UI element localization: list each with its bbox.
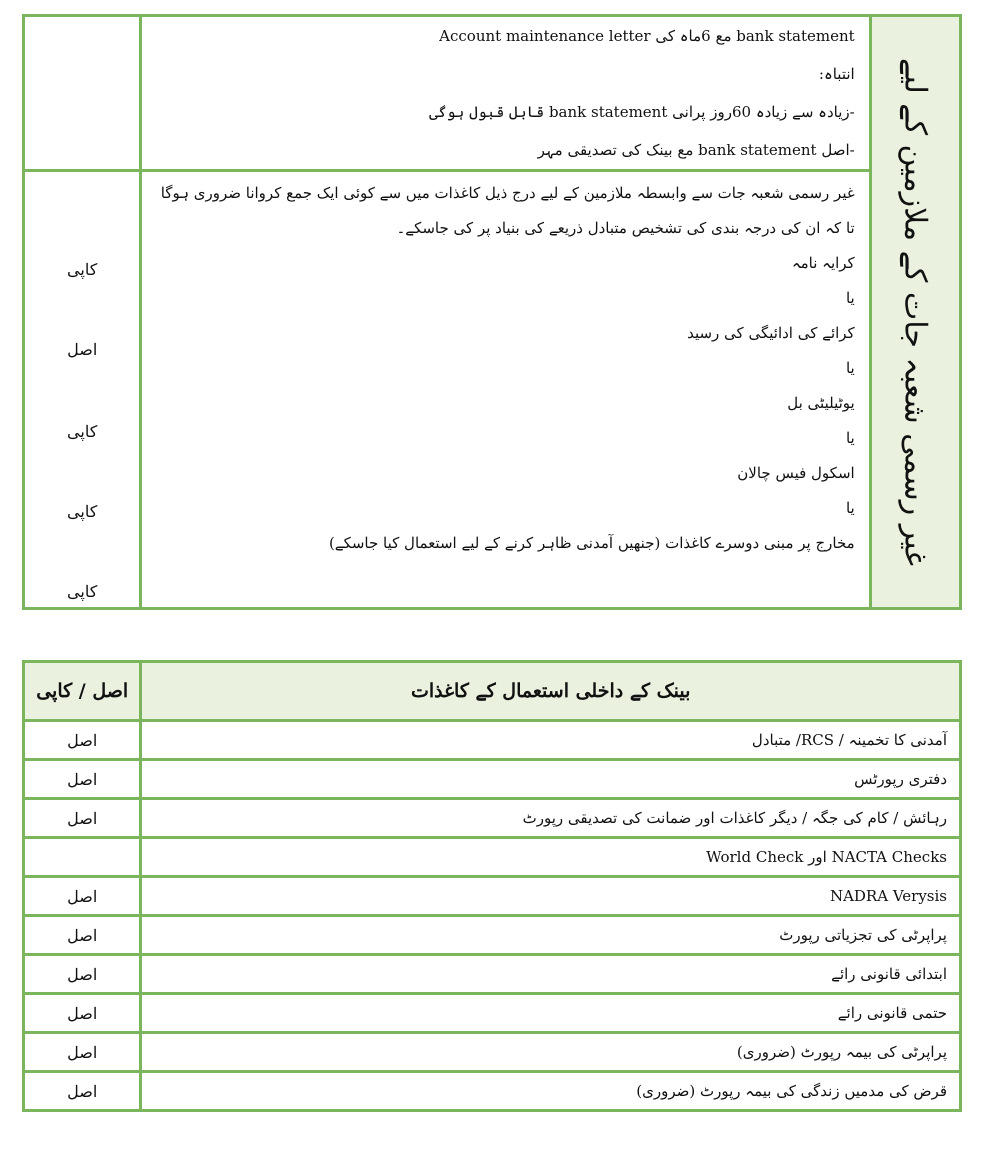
document-cell: NADRA Verysis [141,877,961,916]
table-row-informal-documents [24,171,961,609]
informal-sector-title: غیر رسمی شعبہ جات کے ملازمین کے لیے [897,57,933,567]
or-separator: یا [845,289,855,307]
table-row [24,877,961,916]
informal-documents-cell [141,171,870,609]
warning-max-age: -زیادہ سے زیادہ 60روز پرانی bank statement قابل قبول ہوگی [429,103,855,121]
table-row [24,916,961,955]
documents-table-informal-sector [22,14,962,610]
status-cell: اصل [24,1072,141,1111]
table-row [24,1072,961,1111]
status-utility-bill: کاپی [67,422,98,441]
table-row [24,760,961,799]
table-row [24,955,961,994]
status-rent-receipt: اصل [67,340,98,359]
document-cell: حتمی قانونی رائے [141,994,961,1033]
doc-rent-receipt: کرائے کی ادائیگی کی رسید [687,324,855,342]
status-cell [24,838,141,877]
document-cell: پراپرٹی کی بیمہ رپورٹ (ضروری) [141,1033,961,1072]
status-expense-docs: کاپی [67,582,98,601]
status-school-fee: کاپی [67,502,98,521]
table-row [24,838,961,877]
document-cell: قرض کی مدمیں زندگی کی بیمہ رپورٹ (ضروری) [141,1072,961,1111]
table-row [24,1033,961,1072]
or-separator: یا [845,499,855,517]
warning-bank-stamp: -اصل bank statement مع بینک کی تصدیقی مہر [537,141,855,159]
header-original-copy: اصل / کاپی [24,662,141,721]
warning-heading: انتباہ: [818,65,855,83]
bank-internal-documents-table [22,660,962,1112]
status-cell: اصل [24,799,141,838]
section-title-cell [870,16,960,609]
document-cell: پراپرٹی کی تجزیاتی رپورٹ [141,916,961,955]
status-column [24,171,141,609]
status-cell: اصل [24,955,141,994]
document-cell: NACTA Checks اور World Check [141,838,961,877]
doc-expense-papers: مخارج پر مبنی دوسرے کاغذات (جنھیں آمدنی ظاہر کرنے کے لیے استعمال کیا جاسکے) [328,534,855,552]
doc-rent-agreement: کرایہ نامہ [791,254,855,272]
status-cell: اصل [24,877,141,916]
table-row [24,799,961,838]
status-cell: اصل [24,760,141,799]
doc-school-fee-challan: اسکول فیس چالان [737,464,855,482]
or-separator: یا [845,429,855,447]
status-rent-agreement: کاپی [67,260,98,279]
bank-statement-cell [141,16,870,171]
document-cell: آمدنی کا تخمینہ / RCS/ متبادل [141,721,961,760]
bank-statement-requirement: bank statement مع 6ماہ کی Account maintenance letter [439,27,855,45]
document-cell: ابتدائی قانونی رائے [141,955,961,994]
table-row [24,721,961,760]
table-row-bank-statement [24,16,961,171]
document-cell: رہائش / کام کی جگہ / دیگر کاغذات اور ضمانت کی تصدیقی رپورٹ [141,799,961,838]
informal-intro-paragraph: غیر رسمی شعبہ جات سے وابسطہ ملازمین کے لیے درج ذیل کاغذات میں سے کوئی ایک جمع کروانا ضروری ہوگا تا کہ ان کی درجہ بندی کی تشخیص متبادل ذریعے کی بنیاد پر کی جاسکے۔ [160,184,855,237]
status-cell: اصل [24,1033,141,1072]
status-cell-empty [24,16,141,171]
status-cell: اصل [24,721,141,760]
table-header-row [24,662,961,721]
doc-utility-bill: یوٹیلیٹی بل [787,394,855,412]
header-internal-documents: بینک کے داخلی استعمال کے کاغذات [141,662,961,721]
status-cell: اصل [24,994,141,1033]
or-separator: یا [845,359,855,377]
document-cell: دفتری رپورٹس [141,760,961,799]
table-row [24,994,961,1033]
status-cell: اصل [24,916,141,955]
